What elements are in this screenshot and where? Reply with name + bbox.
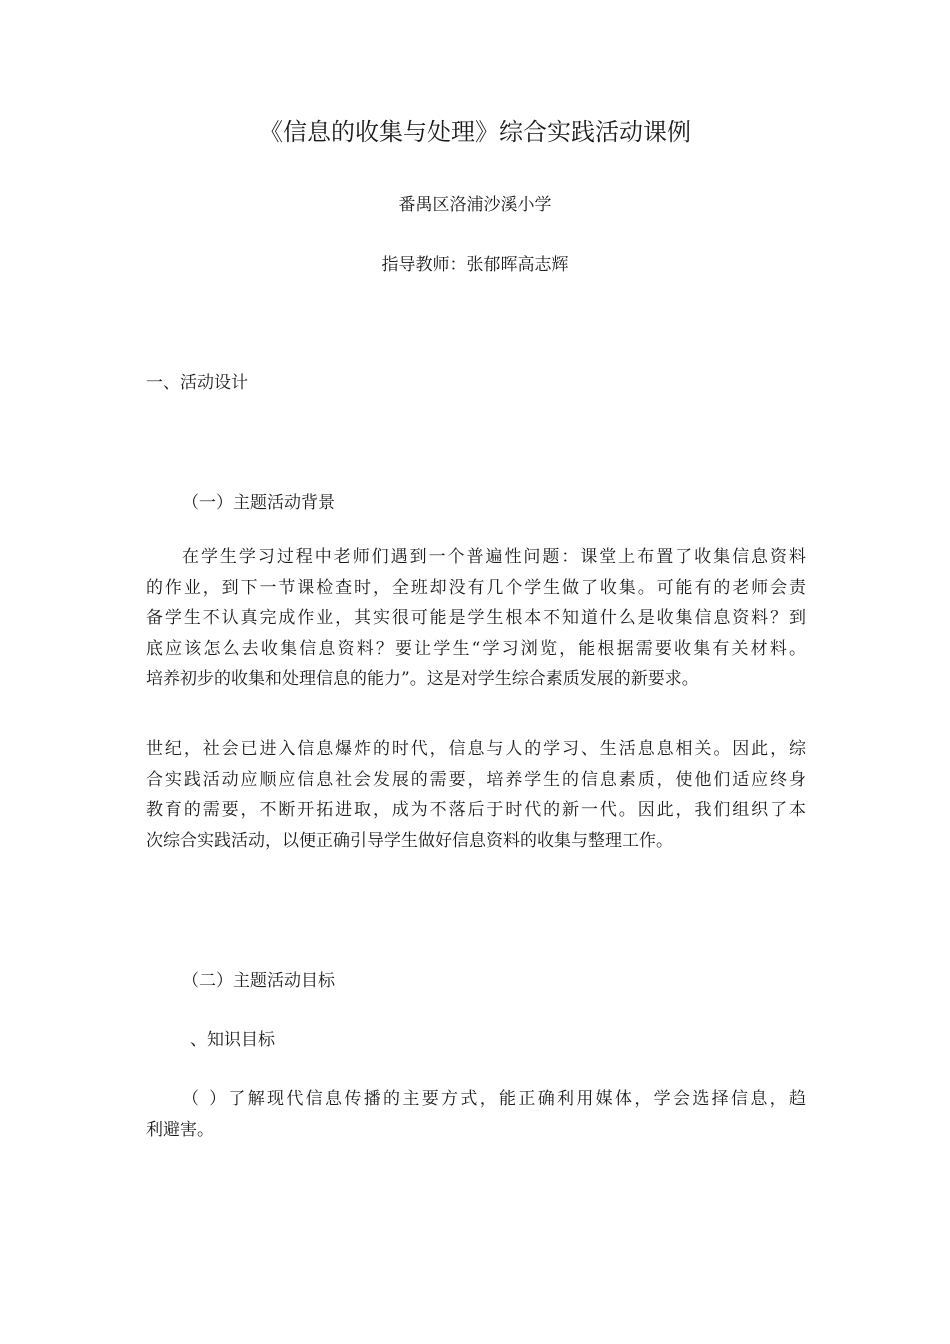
paragraph-line: 培养初步的收集和处理信息的能力”。这是对学生综合素质发展的新要求。: [146, 669, 699, 689]
paragraph-line: 在学生学习过程中老师们遇到一个普遍性问题：课堂上布置了收集信息资料: [182, 547, 806, 567]
section-heading-activity-design: 一、活动设计: [146, 373, 248, 393]
paragraph-line: 利避害。: [146, 1119, 214, 1140]
paragraph-information-era: [146, 734, 806, 856]
knowledge-goal-heading: 、知识目标: [190, 1030, 275, 1050]
paragraph-line: 合实践活动应顺应信息社会发展的需要，培养学生的信息素质，使他们适应终身: [146, 769, 806, 790]
paragraph-line: 的作业，到下一节课检查时，全班却没有几个学生做了收集。可能有的老师会责: [146, 577, 806, 598]
document-title: 《信息的收集与处理》综合实践活动课例: [259, 118, 691, 146]
school-name: 番禺区洛浦沙溪小学: [398, 195, 552, 215]
paragraph-line: 教育的需要，不断开拓进取，成为不落后于时代的新一代。因此，我们组织了本: [146, 800, 806, 820]
paragraph-line: 底应该怎么去收集信息资料？要让学生“学习浏览，能根据需要收集有关材料。: [146, 638, 806, 659]
paragraph-line: 次综合实践活动，以便正确引导学生做好信息资料的收集与整理工作。: [146, 830, 673, 851]
paragraph-line: （ ）了解现代信息传播的主要方式，能正确利用媒体，学会选择信息，趋: [182, 1089, 806, 1109]
paragraph-line: 备学生不认真完成作业，其实很可能是学生根本不知道什么是收集信息资料？到: [146, 608, 806, 628]
paragraph-line: 世纪，社会已进入信息爆炸的时代，信息与人的学习、生活息息相关。因此，综: [146, 739, 806, 759]
subsection-heading-background: （一）主题活动背景: [182, 493, 335, 513]
paragraph-background: [146, 542, 806, 695]
teacher-names: 指导教师：张郁晖高志辉: [381, 255, 569, 275]
subsection-heading-goals: （二）主题活动目标: [182, 971, 335, 991]
paragraph-knowledge-goal-1: [146, 1084, 806, 1145]
